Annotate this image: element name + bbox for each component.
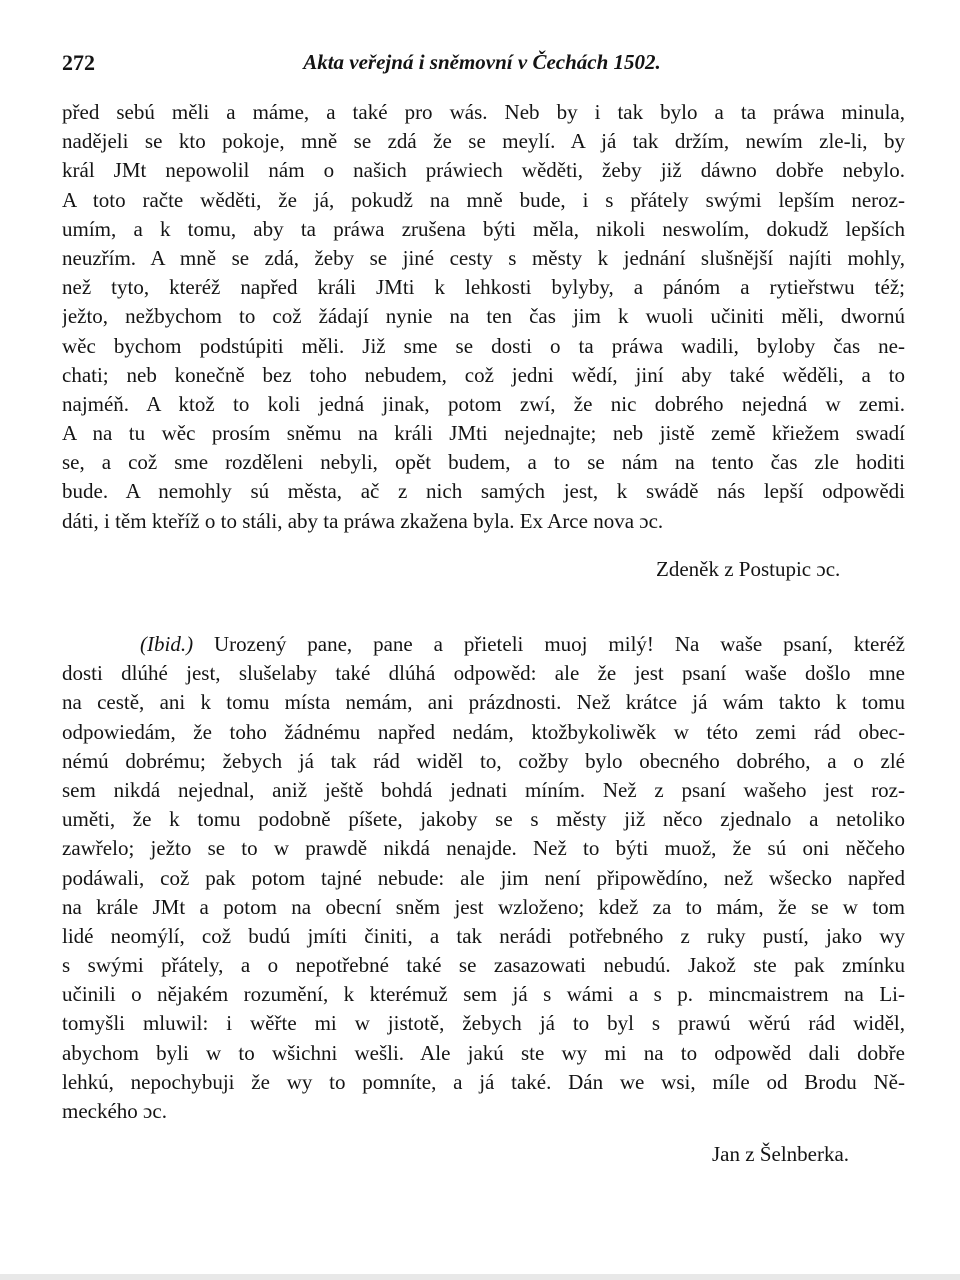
text-line: s swými přátely, a o nepotřebné také se zasazowati nebudú. Jakož ste pak zmínku — [62, 953, 905, 978]
text-line: dáti, i těm kteříž o to stáli, aby ta práwa zkažena byla. Ex Arce nova ɔc. — [62, 508, 664, 533]
text-line: ježto, nežbychom to což žádají nynie na ten čas jim k wuoli učiniti měli, dwornú — [62, 304, 905, 329]
text-line: na krále JMt a potom na obecní sněm jest wzloženo; kdež za to mám, že se w tom — [62, 894, 905, 919]
text-line: wěc bychom podstúpiti měli. Již sme se dosti o ta práwa wadili, byloby čas ne- — [62, 333, 905, 358]
text-line: némú dobrému; žebych já tak rád widěl to, cožby bylo obecného dobrého, a o zlé — [62, 748, 905, 773]
text-line: než tyto, kteréž napřed králi JMti k lehkosti bylyby, a pánóm a rytieřstwu též; — [62, 275, 905, 300]
text-line: A toto račte wěděti, že já, pokudž na mně bude, i s přátely swými lepším neroz- — [62, 187, 905, 212]
text-line: neuzřím. A mně se zdá, žeby se jiné cesty s městy k jednání slušnější najíti mohly, — [62, 245, 905, 270]
text-line: učinili o nějakém rozumění, k kterémuž sem já s wámi a s p. mincmaistrem na Li- — [62, 982, 905, 1007]
text-line: lehkú, nepochybuji že wy to pomníte, a já také. Dán we wsi, míle od Brodu Ně- — [62, 1069, 905, 1094]
letter-jan — [62, 630, 905, 1126]
text-line: meckého ɔc. — [62, 1099, 167, 1123]
text-line: dosti dlúhé jest, slušelaby také dlúhá odpowěd: ale že jest psaní waše došlo mne — [62, 661, 905, 686]
text-line: nadějeli se kto pokoje, mně se zdá že se meylí. A já tak držím, newím zle-li, by — [62, 129, 905, 154]
text-line: na cestě, ani k tomu místa nemám, ani prázdnosti. Než krátce já wám takto k tomu — [62, 690, 905, 715]
text-line: před sebú měli a máme, a také pro wás. Neb by i tak bylo a ta práwa minula, — [62, 100, 905, 124]
text-line: král JMt nepowolil nám o našich práwiech wěděti, žeby již dáwno dobře nebylo. — [62, 158, 905, 183]
text-line-first — [62, 630, 905, 659]
page-header — [62, 50, 902, 82]
text-line: umím, a k tomu, aby ta práwa zrušena býti měla, nikoli neswolím, dokudž lepších — [62, 216, 905, 241]
signature-zdenek: Zdeněk z Postupic ɔc. — [656, 557, 841, 581]
text-line: odpowiedám, že toho žádnému napřed nedám, ktožbykoliwěk w této zemi rád obec- — [62, 719, 905, 744]
text-line: podáwali, což pak potom tajné nebude: ale jim není připowědíno, než wšecko napřed — [62, 865, 905, 890]
page-bottom-edge — [0, 1274, 960, 1280]
text-line: zawřelo; ježto se to w prawdě nikdá nenajde. Než to býti muož, že sú oni něčeho — [62, 836, 905, 861]
text-line: sem nikdá nejednal, aniž ještě bohdá jednati míním. Než z psaní wašeho jest roz- — [62, 777, 905, 802]
text-line: lidé neomýlí, což budú jmíti činiti, a tak nerádi potřebného z ruky pustí, jako wy — [62, 923, 905, 948]
salutation: Urozený pane, pane a přieteli muoj milý! Na waše psaní, kteréž — [214, 632, 905, 656]
signature-jan: Jan z Šelnberka. — [712, 1142, 850, 1166]
text-line: chati; neb konečně bez toho nebudem, což jedni wědí, jiní aby také wěděli, a to — [62, 362, 905, 387]
page-number: 272 — [62, 50, 95, 75]
text-line: bude. A nemohly sú města, ač z nich samých jest, k swádě nás lepší odpowědi — [62, 479, 905, 504]
text-line: abychom byli w to wšichni wešli. Ale jakú ste wy mi na to odpowěd dali dobře — [62, 1040, 905, 1065]
text-line: najméň. A ktož to koli jedná jinak, potom zwí, že nic dobrého nejedná w zemi. — [62, 391, 905, 416]
running-title: Akta veřejná i sněmovní v Čechách 1502. — [303, 50, 661, 74]
letter-zdenek — [62, 98, 905, 536]
text-line: uměti, že k tomu podobně píšete, jakoby se s městy již něco zjednalo a netoliko — [62, 807, 905, 832]
text-line: tomyšli mluwil: i wěřte mi w jistotě, žebych já to byl s prawú wěrú rád widěl, — [62, 1011, 905, 1036]
text-line: se, a což sme rozděleni nebyli, opět budem, a to se nám na tento čas zle hoditi — [62, 450, 905, 475]
ibid-reference: (Ibid.) — [140, 632, 194, 656]
text-line: A na tu wěc prosím sněmu na králi JMti nejednajte; neb jistě země křiežem swadí — [62, 421, 905, 446]
